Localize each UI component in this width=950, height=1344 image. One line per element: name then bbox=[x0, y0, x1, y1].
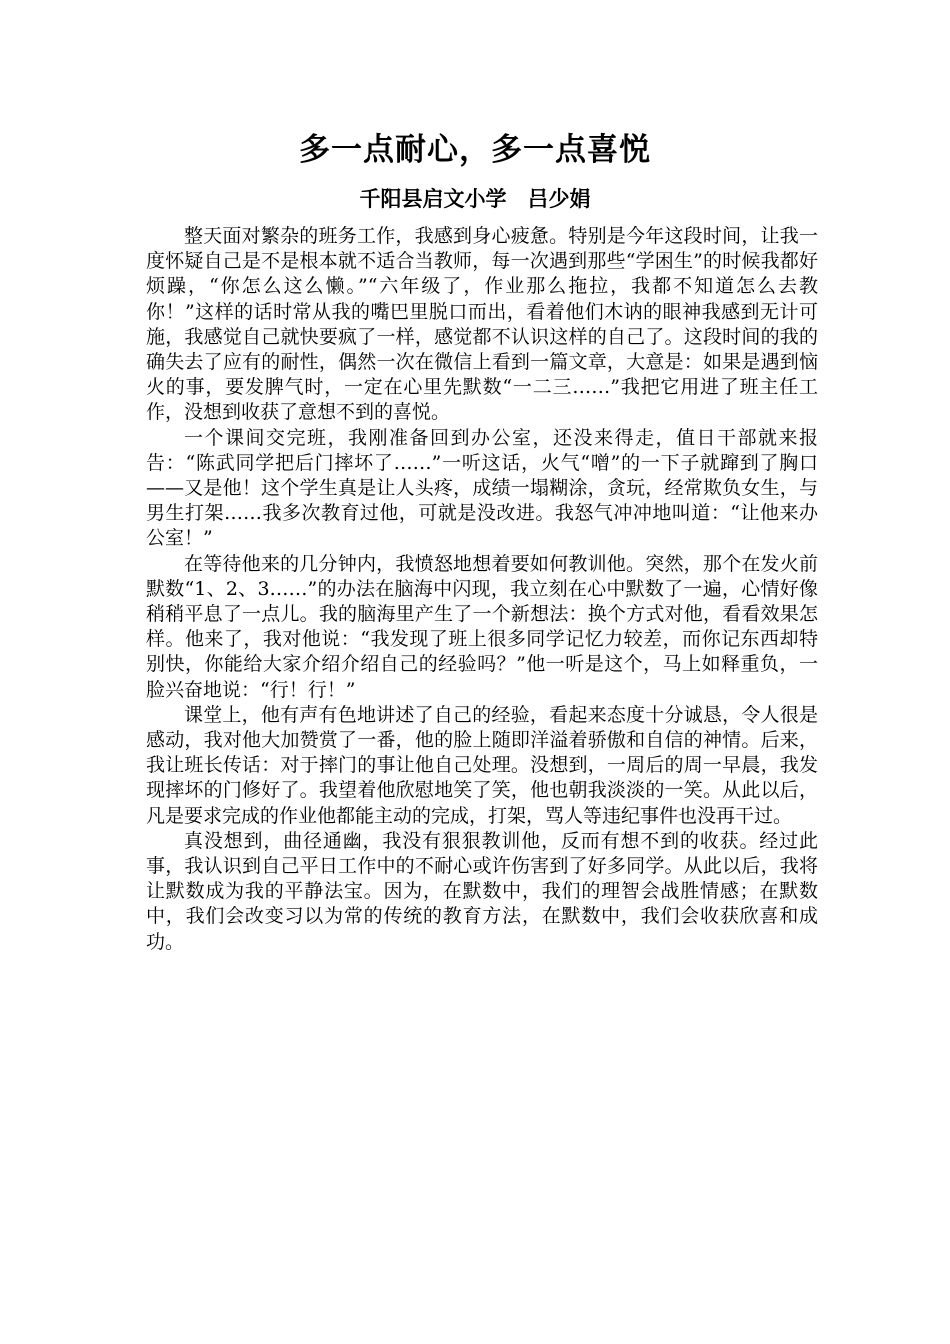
paragraph: 真没想到，曲径通幽，我没有狠狠教训他，反而有想不到的收获。经过此事，我认识到自己平日工作中的不耐心或许伤害到了好多同学。从此以后，我将让默数成为我的平静法宝。因为，在默数中，我们的理智会战胜情感；在默数中，我们会改变习以为常的传统的教育方法，在默数中，我们会收获欣喜和成功。 bbox=[146, 829, 818, 953]
paragraph: 在等待他来的几分钟内，我愤怒地想着要如何教训他。突然，那个在发火前默数“1、2、3……”的办法在脑海中闪现，我立刻在心中默数了一遍，心情好像稍稍平息了一点儿。我的脑海里产生了一个新想法：换个方式对他，看看效果怎样。他来了，我对他说：“我发现了班上很多同学记忆力较差，而你记东西却特别快，你能给大家介绍介绍自己的经验吗？”他一听是这个，马上如释重负，一脸兴奋地说：“行！行！” bbox=[146, 552, 818, 701]
paragraph: 一个课间交完班，我刚准备回到办公室，还没来得走，值日干部就来报告：“陈武同学把后门摔坏了……”一听这话，火气“噌”的一下子就蹿到了胸口——又是他！这个学生真是让人头疼，成绩一塌糊涂，贪玩，经常欺负女生，与男生打架……我多次教育过他，可就是没改进。我怒气冲冲地叫道：“让他来办公室！” bbox=[146, 426, 818, 550]
article-body bbox=[146, 224, 818, 955]
author-line: 千阳县启文小学 吕少娟 bbox=[359, 186, 591, 211]
paragraph: 整天面对繁杂的班务工作，我感到身心疲惫。特别是今年这段时间，让我一度怀疑自己是不是根本就不适合当教师，每一次遇到那些“学困生”的时候我都好烦躁，“你怎么这么懒。”“六年级了，作业那么拖拉，我都不知道怎么去教你！”这样的话时常从我的嘴巴里脱口而出，看着他们木讷的眼神我感到无计可施，我感觉自己就快要疯了一样，感觉都不认识这样的自己了。这段时间的我的确失去了应有的耐性，偶然一次在微信上看到一篇文章，大意是：如果是遇到恼火的事，要发脾气时，一定在心里先默数“一二三……”我把它用进了班主任工作，没想到收获了意想不到的喜悦。 bbox=[146, 225, 818, 424]
paragraph: 课堂上，他有声有色地讲述了自己的经验，看起来态度十分诚恳，令人很是感动，我对他大加赞赏了一番，他的脸上随即洋溢着骄傲和自信的神情。后来，我让班长传话：对于摔门的事让他自己处理。没想到，一周后的周一早晨，我发现摔坏的门修好了。我望着他欣慰地笑了笑，他也朝我淡淡的一笑。从此以后，凡是要求完成的作业他都能主动的完成，打架，骂人等违纪事件也没再干过。 bbox=[146, 703, 818, 827]
document-title: 多一点耐心，多一点喜悦 bbox=[299, 132, 651, 168]
